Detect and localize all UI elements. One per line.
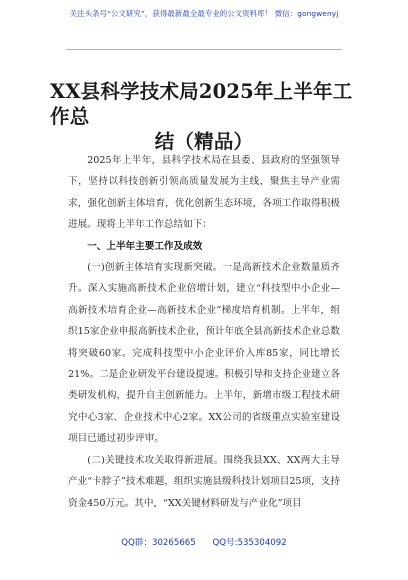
header-divider [66,49,342,50]
section-heading: 一、上半年主要工作及成效 [87,240,203,252]
header-banner: 关注头条号“公文研究”，获得最新最全最专业的公文资料库！ 微信：gongwenyj [69,9,339,18]
footer-contact [0,536,408,548]
body-paragraph: (一)创新主体培育实现新突破。一是高新技术企业数量质齐升。深入实施高新技术企业倍增计划，建立“科技型中小企业—高新技术培育企业—高新技术企业”梯度培育机制。上半年，组织15家企业申报高新技术企业，预计年底全县高新技术企业总数将突破60家。完成科技型中小企业评价入库85家，同比增长21%。二是企业研发平台建设提速。积极引导和支持企业建立各类研发机构，提升自主创新能力。上半年，新增市级工程技术研究中心3家、企业技术中心2家。XX公司的省级重点实验室建设项目已通过初步评审。 [68,262,340,445]
document-body [68,150,340,514]
footer-qq-number: QQ号:535304092 [212,538,287,548]
document-title [50,79,358,154]
body-paragraph: (二)关键技术攻关取得新进展。围绕我县XX、XX两大主导产业“卡脖子”技术难题，组织实施县级科技计划项目25项，支持资金450万元。其中，“XX关键材料研发与产业化”项目 [68,454,340,509]
footer-qq-group: QQ群：30265665 [121,538,196,548]
intro-paragraph: 2025年上半年，县科学技术局在县委、县政府的坚强领导下，坚持以科技创新引领高质量发展为主线，聚焦主导产业需求，强化创新主体培育，优化创新生态环境，各项工作取得积极进展。现将上半年工作总结如下： [68,155,340,231]
title-line-2: 结（精品） [154,130,254,153]
title-line-1: XX县科学技术局2025年上半年工作总 [50,80,353,128]
